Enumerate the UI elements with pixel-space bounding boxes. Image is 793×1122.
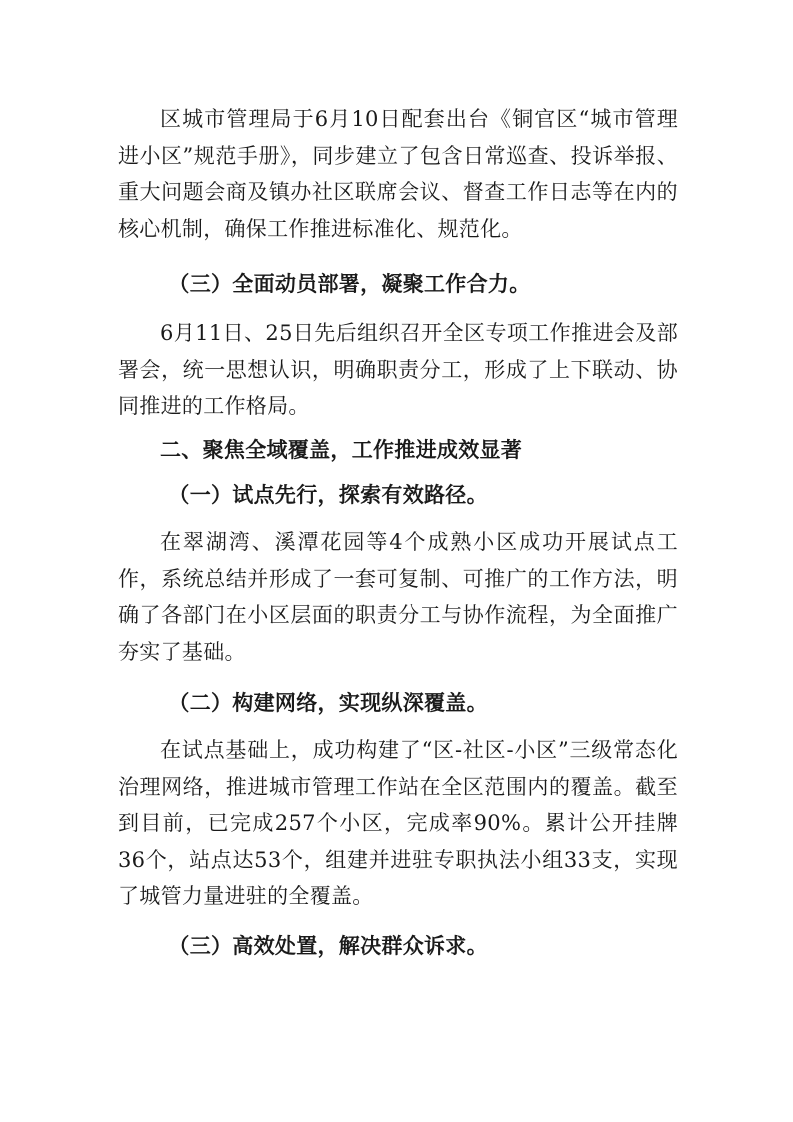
paragraph-network: 在试点基础上，成功构建了“区-社区-小区”三级常态化治理网络，推进城市管理工作站在全区范围内的覆盖。截至到目前，已完成257个小区，完成率90%。累计公开挂牌36个，站点达53个，组建并进驻专职执法小组33支，实现了城管力量进驻的全覆盖。 xyxy=(118,738,678,908)
subheading-network: （二）构建网络，实现纵深覆盖。 xyxy=(168,691,488,715)
paragraph-mechanism: 区城市管理局于6月10日配套出台《铜官区“城市管理进小区”规范手册》，同步建立了包含日常巡查、投诉举报、重大问题会商及镇办社区联席会议、督查工作日志等在内的核心机制，确保工作推进标准化、规范化。 xyxy=(118,107,678,241)
subheading-mobilization: （三）全面动员部署，凝聚工作合力。 xyxy=(168,272,531,296)
subheading-handling: （三）高效处置，解决群众诉求。 xyxy=(168,934,488,958)
section-heading-coverage: 二、聚焦全域覆盖，工作推进成效显著 xyxy=(160,438,523,462)
subheading-pilot: （一）试点先行，探索有效路径。 xyxy=(168,483,488,507)
paragraph-pilot: 在翠湖湾、溪潭花园等4个成熟小区成功开展试点工作，系统总结并形成了一套可复制、可推广的工作方法，明确了各部门在小区层面的职责分工与协作流程，为全面推广夯实了基础。 xyxy=(118,530,678,664)
paragraph-meetings: 6月11日、25日先后组织召开全区专项工作推进会及部署会，统一思想认识，明确职责分工，形成了上下联动、协同推进的工作格局。 xyxy=(118,321,678,418)
